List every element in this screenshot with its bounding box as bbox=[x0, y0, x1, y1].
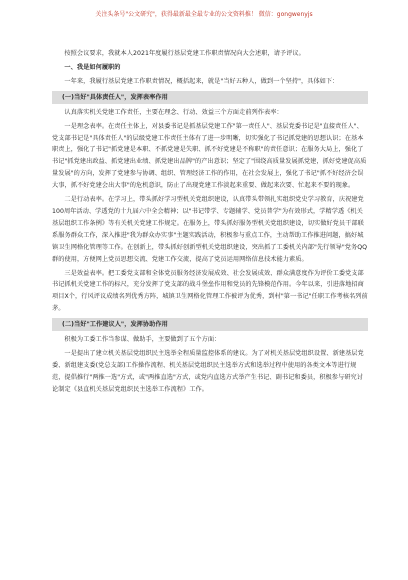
subsection-1-paragraph-1: 一是理念表率。在责任主体上，对县委书记是抓基层党建工作"第一责任人"、基层党委书记是"直接责任人"、党支部书记是"具体责任人"的层级党建工作责任主体有了进一步明晰，切实强化了书记抓党建的思想认识；在基本职责上，强化了书记"抓党建是本职、不抓党建是失职、抓不好党建是不称职"的责任意识；在服务大局上，强化了书记"抓党建出政益、抓党建出业绩、抓党建出品牌"的产出意识；坚定了"围绕高质量发展抓党建，抓好党建促高质量发展"的方向，发挥了党建参与协调、组织、管理经济工作的作用，在社会发展上，强化了书记"抓不好经济会误大事，抓不好党建会出大事"的危机意识，防止了出现党建工作淡起来重要、做起来次要、忙起来不要的现象。 bbox=[52, 122, 367, 190]
intro-paragraph: 按照会议要求，我就本人2021年度履行基层党建工作职责情况向大会述职，请予评议。 bbox=[64, 50, 305, 57]
subsection-heading-1: (一)当好"具体责任人"，发挥表率作用 bbox=[52, 91, 368, 104]
subsection-1-lead: 认真落实机关党建工作责任，主要在理念、行动、效益三个方面走前列作表率： bbox=[64, 108, 283, 116]
subsection-2-lead: 积极为工委工作当参谋、做助手，主要做到了五个方面： bbox=[64, 336, 221, 344]
report-body bbox=[52, 48, 368, 396]
overview-paragraph: 一年来，我履行基层党建工作职责情况，概括起来，就是"当好五种人，做到一个坚持"，具体如下： bbox=[64, 77, 339, 85]
subsection-1-paragraph-3: 三是效益表率。把工委党支部和全体党员服务经济发展成效、社会发展成效、群众满意度作为评价工委党支部书记抓机关党建工作的标尺，充分发挥了党支部的战斗堡垒作用和党员的先锋模范作用。今年以来，引进落地招商项目X个，行风评议成绩名列优秀方阵，城镇卫生网格化管理工作被评为优秀，到村"第一书记"任职工作考核名列前茅。 bbox=[52, 269, 368, 313]
subsection-heading-2: (二)当好"工作建议人"，发挥协助作用 bbox=[52, 318, 368, 331]
subsection-1-paragraph-2: 二是行动表率。在学习上，带头抓好学习型机关党组织建设，认真带头带领扎实组织党史学习教育，庆祝建党100周年活动、学透党的十九届六中全会精神；以"书记带学、专题辅学、党员普学"为有效形式，学精学透《机关基层组织工作条例》等有关机关党建工作规定。在服务上，带头抓好服务型机关党组织建设，切实做好党员干部联系服务群众工作，深入推进"我为群众办实事"主题实践活动，积极参与重点工作，主动帮助工作推进问题，搞好城镇卫生网格化管理等工作。在创新上，带头抓好创新型机关党组织建设，突出抓了工委机关内部"先行领导"党务QQ群的使用，方便网上党员思想交流、党建工作交流，提高了党员运用网络信息技术能力素质。 bbox=[52, 196, 368, 263]
subsection-2-paragraph-1: 一是提出了建立机关基层党组织民主选举全程质量监控体系的建议。为了对机关基层党组织设置、新建基层党委、新组建支委(党总支部)工作操作流程、机关基层党组织民主选举方式和选举过程中使用的各类文本等进行规范，提倡推行"两推一选"方式，或"两推直选"方式，或党内直选方式举产生书记、副书记和委员，积极参与研究讨论制定《县直机关基层党组织民主选举工作流程》工作。 bbox=[52, 350, 364, 393]
promo-banner: 关注头条号"公文研究"，获得最新最全最专业的公文资料推！ 微信：gongwenyjs bbox=[95, 11, 313, 18]
section-heading: 一、我是如何履职的 bbox=[64, 63, 121, 71]
